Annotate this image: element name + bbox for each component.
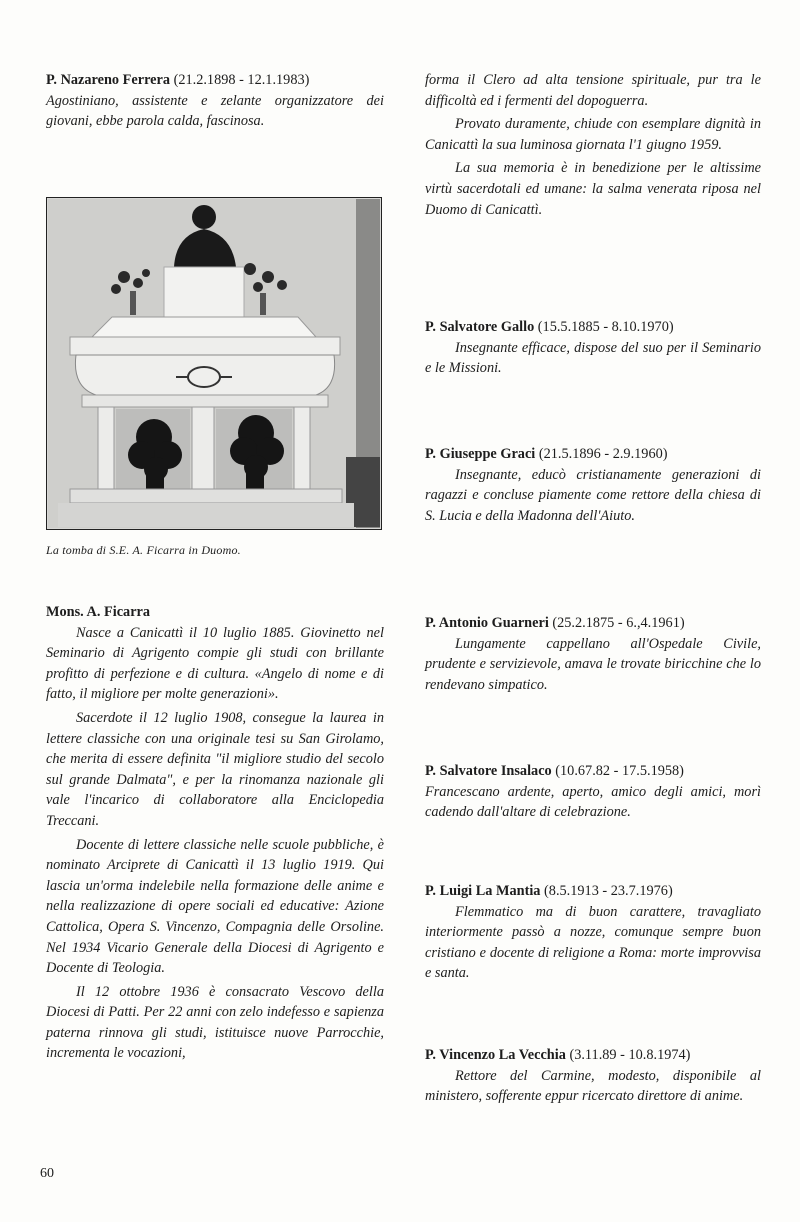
entry-dates: (21.5.1896 - 2.9.1960) bbox=[535, 446, 668, 462]
entry-body: Insegnante efficace, dispose del suo per il Seminario e le Missioni. bbox=[425, 339, 761, 377]
entry-paragraph: La sua memoria è in benedizione per le altissime virtù sacerdotali ed umane: la salma venerata riposa nel Duomo di Canicattì. bbox=[425, 160, 761, 218]
entry-ficarra-continued bbox=[425, 70, 761, 220]
entry-gallo bbox=[425, 317, 761, 379]
entry-name: P. Salvatore Gallo bbox=[425, 319, 535, 335]
photo-caption: La tomba di S.E. A. Ficarra in Duomo. bbox=[46, 543, 241, 557]
entry-lavecchia bbox=[425, 1045, 761, 1107]
entry-body: Insegnante, educò cristianamente generazioni di ragazzi e concluse piamente come rettore della chiesa di S. Lucia e della Madonna dell'Aiuto. bbox=[425, 466, 761, 524]
entry-body: Flemmatico ma di buon carattere, travagliato interiormente passò a nozze, comunque sempre buon cristiano e docente di religione a Roma: morte improvvisa e santa. bbox=[425, 903, 761, 982]
entry-dates: (10.67.82 - 17.5.1958) bbox=[551, 763, 684, 779]
entry-paragraph: Nasce a Canicattì il 10 luglio 1885. Giovinetto nel Seminario di Agrigento compie gli studi con brillante profitto di perfezione e di cultura. «Angelo di nome e di fatto, il migliore per molte generazioni». bbox=[46, 624, 384, 703]
entry-guarneri bbox=[425, 613, 761, 695]
entry-name: Mons. A. Ficarra bbox=[46, 604, 151, 620]
entry-name: P. Nazareno Ferrera bbox=[46, 72, 170, 88]
entry-paragraph: Il 12 ottobre 1936 è consacrato Vescovo della Diocesi di Patti. Per 22 anni con zelo indefesso e sapienza paterna rinnova gli studi, istituisce nuove Parrocchie, incrementa le vocazioni, bbox=[46, 983, 384, 1062]
entry-dates: (3.11.89 - 10.8.1974) bbox=[565, 1047, 691, 1063]
page-number: 60 bbox=[40, 1166, 54, 1181]
entry-paragraph: Docente di lettere classiche nelle scuole pubbliche, è nominato Arciprete di Canicattì il 13 luglio 1919. Qui lascia un'orma indelebile nella formazione delle anime e nella realizzazione di opere sociali ed educative: Azione Cattolica, Opera S. Vincenzo, Compagnia delle Orsoline. Nel 1934 Vicario Generale della Diocesi di Agrigento e Docente di Teologia. bbox=[46, 836, 384, 977]
entry-dates: (21.2.1898 - 12.1.1983) bbox=[170, 72, 310, 88]
entry-paragraph: forma il Clero ad alta tensione spirituale, pur tra le difficoltà ed i fermenti del dopoguerra. bbox=[425, 72, 761, 109]
entry-graci bbox=[425, 444, 761, 526]
entry-name: P. Salvatore Insalaco bbox=[425, 763, 552, 779]
entry-paragraph: Sacerdote il 12 luglio 1908, consegue la laurea in lettere classiche con una originale tesi su San Girolamo, che merita di essere definita "il migliore studio del secolo sul grande Dalmata", e per la rinomanza nazionale gli vale l'incarico di collaboratore alla Enciclopedia Treccani. bbox=[46, 709, 384, 829]
tomb-illustration bbox=[46, 197, 382, 530]
tomb-photo bbox=[46, 197, 382, 530]
entry-body: Lungamente cappellano all'Ospedale Civile, prudente e servizievole, amava le trovate biricchine che lo rendevano simpatico. bbox=[425, 635, 761, 693]
entry-lamantia bbox=[425, 881, 761, 984]
entry-paragraph: Provato duramente, chiude con esemplare dignità in Canicattì la sua luminosa giornata l'1 giugno 1959. bbox=[425, 116, 761, 153]
entry-ficarra bbox=[46, 602, 384, 1064]
entry-dates: (15.5.1885 - 8.10.1970) bbox=[534, 319, 674, 335]
entry-ferrera bbox=[46, 70, 384, 132]
entry-name: P. Antonio Guarneri bbox=[425, 615, 549, 631]
entry-dates: (8.5.1913 - 23.7.1976) bbox=[540, 883, 673, 899]
entry-body: Agostiniano, assistente e zelante organizzatore dei giovani, ebbe parola calda, fascinosa. bbox=[46, 92, 384, 130]
entry-dates: (25.2.1875 - 6.,4.1961) bbox=[548, 615, 685, 631]
entry-name: P. Luigi La Mantia bbox=[425, 883, 541, 899]
entry-insalaco bbox=[425, 761, 761, 823]
entry-name: P. Vincenzo La Vecchia bbox=[425, 1047, 566, 1063]
entry-name: P. Giuseppe Graci bbox=[425, 446, 536, 462]
entry-body: Rettore del Carmine, modesto, disponibile al ministero, sofferente eppur ricercato direttore di anime. bbox=[425, 1067, 761, 1105]
entry-body: Francescano ardente, aperto, amico degli amici, morì cadendo dall'altare di celebrazione. bbox=[425, 783, 761, 821]
